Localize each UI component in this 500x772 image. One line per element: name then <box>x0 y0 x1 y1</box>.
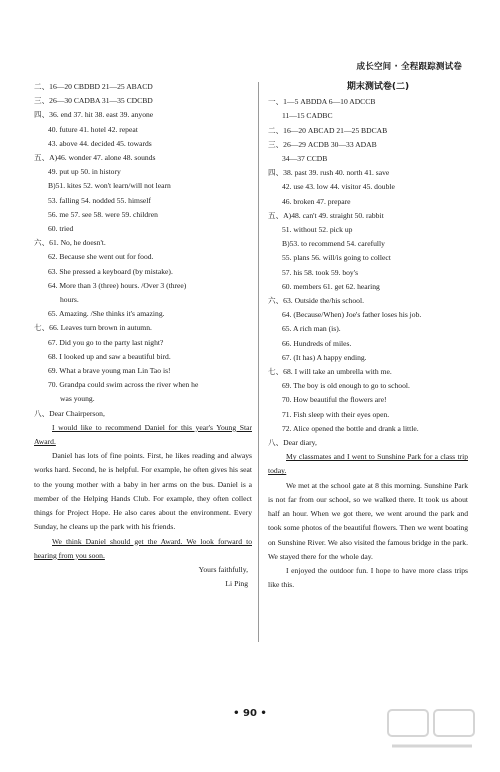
right-answers <box>268 95 468 592</box>
left-line: 64. More than 3 (three) hours. /Over 3 (three) <box>48 280 187 290</box>
left-line: Daniel has lots of fine points. First, he likes reading and always works hard. Second, he is helpful. For example, he often gives his seat to the young mother with a baby in her arms on the bus. Daniel is a member of the Helping Hands Club. For example, they often collect things for Project Hope. He also cares about the environment. Every Sunday, he cleans up the park with his friends. <box>34 451 252 532</box>
left-line: 63. She pressed a keyboard (by mistake). <box>48 266 173 276</box>
right-line: We met at the school gate at 8 this morning. Sunshine Park is not far from our school, so we walked there. It took us about half an hour. When we got there, we went around the park and took some photos of the beautiful flowers. Then we went boating on Sunshine River. We also visited the famous bridge in the park. We stayed there for the whole day. <box>268 480 468 561</box>
right-line: I enjoyed the outdoor fun. I hope to have more class trips like this. <box>268 565 468 590</box>
left-line: 67. Did you go to the party last night? <box>48 337 164 347</box>
right-line: 一、1—5 ABDDA 6—10 ADCCB <box>268 97 376 107</box>
left-line: 70. Grandpa could swim across the river when he <box>48 380 199 390</box>
left-line: B)51. kites 52. won't learn/will not learn <box>48 181 171 191</box>
left-line: Li Ping <box>225 579 248 589</box>
left-line: 68. I looked up and saw a beautiful bird. <box>48 351 171 361</box>
right-line: 70. How beautiful the flowers are! <box>282 395 387 405</box>
left-line: 53. falling 54. nodded 55. himself <box>48 195 151 205</box>
left-column <box>34 80 252 591</box>
right-line: B)53. to recommend 54. carefully <box>282 239 385 249</box>
right-line: 四、38. past 39. rush 40. north 41. save <box>268 168 390 178</box>
right-line: 11—15 CADBC <box>282 111 333 121</box>
left-line: 60. tried <box>48 224 74 234</box>
right-line: 57. his 58. took 59. boy's <box>282 267 359 277</box>
right-column <box>268 80 468 592</box>
page-header: 成长空间 · 全程跟踪测试卷 <box>356 62 462 72</box>
left-line: We think Daniel should get the Award. We look forward to hearing from you soon. <box>34 536 252 560</box>
right-line: 69. The boy is old enough to go to school. <box>282 381 410 391</box>
right-line: 55. plans 56. will/is going to collect <box>282 253 391 263</box>
watermark-stamp-icon <box>386 706 478 754</box>
right-line: 七、68. I will take an umbrella with me. <box>268 367 392 377</box>
right-line: 64. (Because/When) Joe's father loses his job. <box>282 310 422 320</box>
column-divider <box>258 82 259 642</box>
left-line: 43. above 44. decided 45. towards <box>48 138 152 148</box>
exam-title: 期末测试卷(二) <box>346 82 410 92</box>
left-line: 八、Dear Chairperson, <box>34 408 105 418</box>
right-line: 34—37 CCDB <box>282 154 328 164</box>
right-line: 71. Fish sleep with their eyes open. <box>282 409 390 419</box>
left-line: 三、26—30 CADBA 31—35 CDCBD <box>34 96 153 106</box>
left-line: 62. Because she went out for food. <box>48 252 154 262</box>
left-line: 二、16—20 CBDBD 21—25 ABACD <box>34 82 153 91</box>
right-line: 八、Dear diary, <box>268 438 317 448</box>
left-line: 69. What a brave young man Lin Tao is! <box>48 366 171 376</box>
left-line: 65. Amazing. /She thinks it's amazing. <box>48 309 165 319</box>
left-line: 七、66. Leaves turn brown in autumn. <box>34 323 152 333</box>
right-line: 66. Hundreds of miles. <box>282 338 352 348</box>
right-line: My classmates and I went to Sunshine Park for a class trip today. <box>268 452 468 476</box>
right-line: 二、16—20 ABCAD 21—25 BDCAB <box>268 125 388 135</box>
left-line: was young. <box>60 394 95 404</box>
left-line: 六、61. No, he doesn't. <box>34 238 106 248</box>
right-line: 六、63. Outside the/his school. <box>268 296 364 306</box>
left-line: 五、A)46. wonder 47. alone 48. sounds <box>34 153 156 163</box>
left-line: hours. <box>60 295 79 305</box>
right-line: 67. (It has) A happy ending. <box>282 352 367 362</box>
right-line: 65. A rich man (is). <box>282 324 341 334</box>
left-line: 56. me 57. see 58. were 59. children <box>48 209 158 219</box>
right-line: 51. without 52. pick up <box>282 225 353 235</box>
right-line: 72. Alice opened the bottle and drank a little. <box>282 423 419 433</box>
left-line: 40. future 41. hotel 42. repeat <box>48 124 138 134</box>
right-line: 三、26—29 ACDB 30—33 ADAB <box>268 139 377 149</box>
left-line: Yours faithfully, <box>198 564 248 574</box>
left-line: I would like to recommend Daniel for this year's Young Star Award. <box>34 422 252 447</box>
page-number: • 90 • <box>233 708 267 719</box>
left-line: 四、36. end 37. hit 38. east 39. anyone <box>34 110 154 120</box>
right-line: 五、A)48. can't 49. straight 50. rabbit <box>268 210 384 220</box>
left-line: 49. put up 50. in history <box>48 167 121 177</box>
right-line: 42. use 43. low 44. visitor 45. double <box>282 182 395 192</box>
right-line: 60. members 61. get 62. hearing <box>282 281 380 291</box>
right-line: 46. broken 47. prepare <box>282 196 351 206</box>
